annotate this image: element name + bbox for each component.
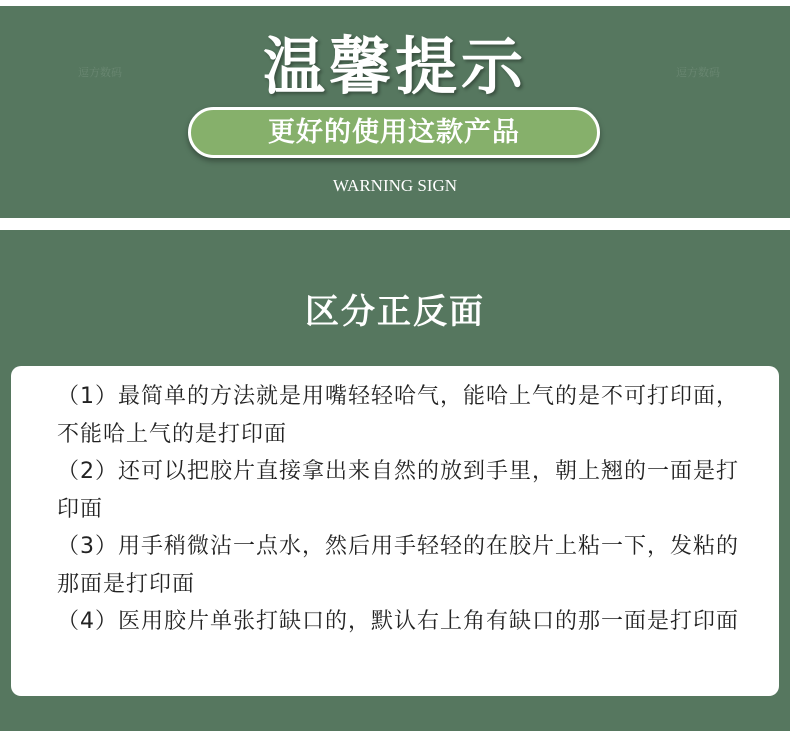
warning-caption: WARNING SIGN xyxy=(332,176,458,195)
instruction-item-2: （2）还可以把胶片直接拿出来自然的放到手里，朝上翘的一面是打印面 xyxy=(57,459,739,522)
content-section xyxy=(0,230,790,731)
watermark-left: 逗方数码 xyxy=(78,66,122,79)
instruction-item-3: （3）用手稍微沾一点水，然后用手轻轻的在胶片上粘一下，发粘的那面是打印面 xyxy=(57,534,739,597)
page-title: 温馨提示 xyxy=(262,30,527,103)
watermark-right: 逗方数码 xyxy=(676,66,720,79)
instruction-item-1: （1）最简单的方法就是用嘴轻轻哈气，能哈上气的是不可打印面，不能哈上气的是打印面 xyxy=(57,384,739,447)
subtitle-badge: 更好的使用这款产品 xyxy=(188,107,600,158)
instructions-card xyxy=(11,366,779,696)
header-banner xyxy=(0,6,790,218)
section-title: 区分正反面 xyxy=(305,292,485,332)
instruction-item-4: （4）医用胶片单张打缺口的，默认右上角有缺口的那一面是打印面 xyxy=(57,609,739,634)
